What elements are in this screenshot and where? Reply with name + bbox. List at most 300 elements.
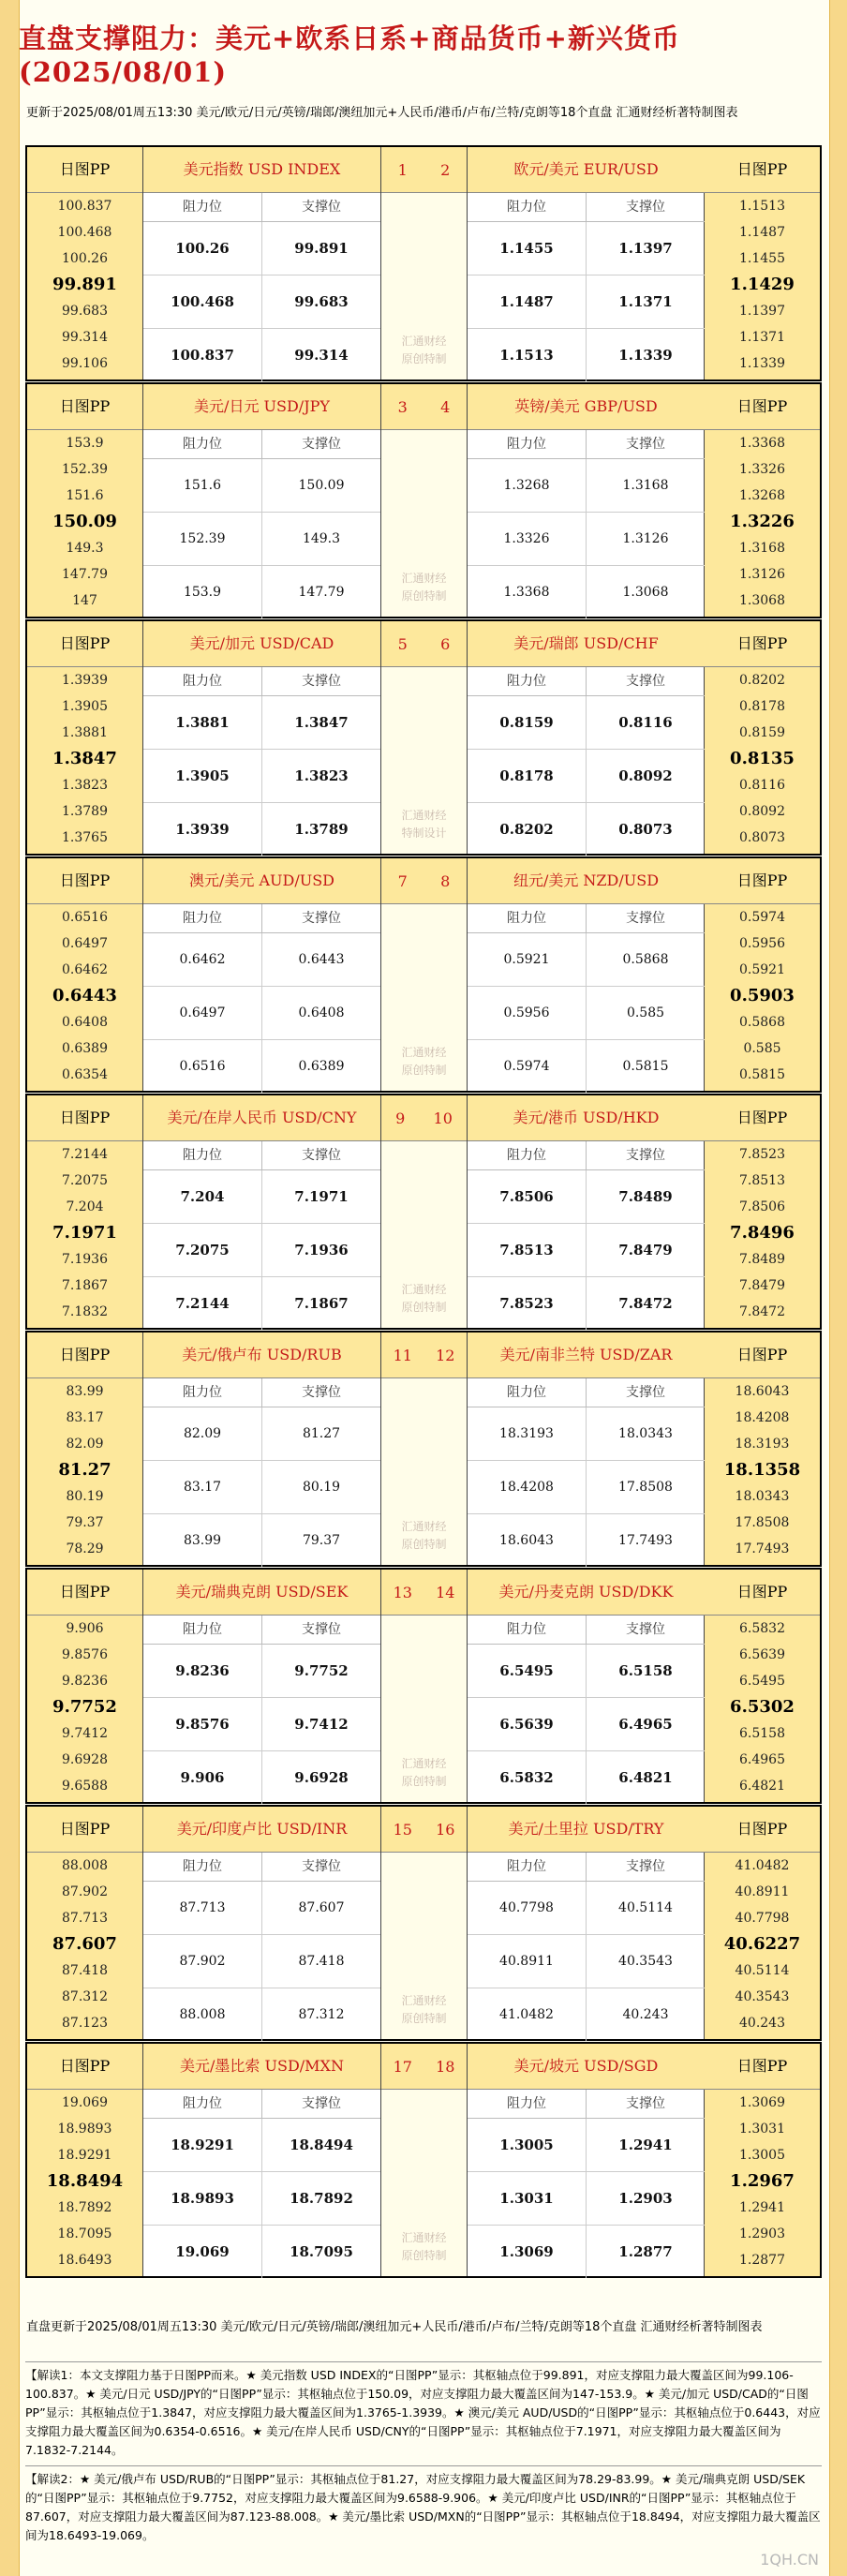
pp-value: 149.3 [66, 541, 104, 556]
support-header: 支撑位 [302, 1148, 341, 1163]
support-value: 7.8472 [618, 1295, 673, 1312]
sub-header [468, 1853, 705, 1882]
support-value: 7.1936 [294, 1242, 349, 1258]
resistance-value: 87.713 [143, 1882, 262, 1934]
support-value: 0.585 [626, 1005, 665, 1020]
pp-value: 0.5868 [739, 1015, 785, 1030]
support-value: 1.3168 [622, 478, 669, 493]
index-column [380, 1570, 468, 1802]
support-value: 7.1971 [294, 1188, 349, 1205]
level-row [143, 803, 380, 856]
pair-number: 18 [436, 2057, 455, 2076]
resistance-value: 88.008 [143, 1988, 262, 2041]
resistance-value: 153.9 [143, 566, 262, 618]
support-header: 支撑位 [302, 2096, 341, 2111]
pp-value: 7.204 [66, 1199, 104, 1214]
pair-number: 8 [440, 871, 451, 890]
pp-column-right [704, 1095, 820, 1328]
support-value: 1.1339 [618, 347, 673, 364]
pair-name: 美元/日元 USD/JPY [143, 384, 380, 430]
pair-numbers [381, 147, 467, 193]
pair-number: 14 [436, 1583, 455, 1601]
pair-table-right [468, 621, 705, 854]
pair-number: 15 [393, 1820, 412, 1839]
pp-value: 7.8513 [739, 1173, 785, 1188]
sub-header [143, 667, 380, 696]
sub-header [468, 1141, 705, 1170]
pp-header: 日图PP [27, 858, 142, 904]
pp-value: 87.312 [62, 1989, 108, 2004]
support-value: 18.7095 [290, 2243, 353, 2260]
resistance-value: 18.3193 [468, 1407, 587, 1460]
resistance-value: 83.17 [143, 1461, 262, 1513]
resistance-value: 87.902 [143, 1935, 262, 1988]
support-value: 18.8494 [290, 2137, 353, 2153]
resistance-value: 0.8178 [468, 750, 587, 802]
pivot-value: 7.1971 [52, 1223, 117, 1243]
support-value: 0.8116 [618, 714, 673, 731]
support-value: 0.5815 [622, 1059, 669, 1074]
pair-name: 纽元/美元 NZD/USD [468, 858, 705, 904]
resistance-value: 9.906 [143, 1751, 262, 1804]
pivot-value: 1.1429 [730, 275, 795, 294]
support-value: 147.79 [298, 585, 345, 600]
level-row [468, 2226, 705, 2278]
watermark-text: 汇通财经 原创特制 [401, 335, 447, 365]
support-header: 支撑位 [302, 200, 341, 215]
notes [25, 2361, 822, 2551]
pp-value: 1.3268 [739, 488, 785, 503]
level-row [468, 1277, 705, 1330]
index-column [380, 147, 468, 380]
pp-value: 100.26 [62, 251, 108, 266]
pair-name: 美元指数 USD INDEX [143, 147, 380, 193]
support-value: 6.4821 [618, 1769, 673, 1786]
index-column [380, 1807, 468, 2039]
pair-table-right [468, 147, 705, 380]
pair-table-right [468, 1333, 705, 1565]
pp-column-left [27, 1807, 143, 2039]
support-value: 1.2941 [618, 2137, 673, 2153]
resistance-value: 1.3905 [143, 750, 262, 802]
bottom-update-line: 直盘更新于2025/08/01周五13:30 美元/欧元/日元/英镑/瑞郎/澳纽加元+人民币/港币/卢布/兰特/克朗等18个直盘 汇通财经析著特制图表 [26, 2320, 763, 2334]
pair-name: 美元/俄卢布 USD/RUB [143, 1333, 380, 1378]
pivot-value: 9.7752 [52, 1697, 117, 1717]
pp-value: 0.8092 [739, 804, 785, 819]
note-2: 【解读2：★ 美元/俄卢布 USD/RUB的“日图PP”显示：其枢轴点位于81.27，对应支撑阻力最大覆盖区间为78.29-83.99。★ 美元/瑞典克朗 USD/SEK的“日图PP”显示：其枢轴点位于9.7752，对应支撑阻力最大覆盖区间为9.6588-9.906。★ 美元/印度卢比 USD/INR的“日图PP”显示：其枢轴点位于87.607，对应支撑阻力最大覆盖区间为87.123-88.008。★ 美元/墨比索 USD/MXN的“日图PP”显示：其枢轴点位于18.8494，对应支撑阻力最大覆盖区间为18.6493-19.069。 [25, 2465, 822, 2551]
pivot-value: 1.3847 [52, 749, 117, 768]
pair-numbers [381, 1807, 467, 1853]
pair-number: 1 [397, 160, 408, 179]
pp-header: 日图PP [705, 1807, 820, 1853]
pp-value: 83.17 [66, 1410, 104, 1425]
level-row [143, 275, 380, 329]
pp-value: 7.1936 [62, 1252, 108, 1267]
watermark [381, 1518, 467, 1554]
pp-header: 日图PP [27, 1095, 142, 1141]
level-row [143, 750, 380, 803]
resistance-value: 18.9291 [143, 2119, 262, 2171]
pp-column-right [704, 384, 820, 617]
page-title: 直盘支撑阻力：美元+欧系日系+商品货币+新兴货币(2025/08/01) [19, 22, 680, 88]
pair-block [25, 145, 822, 381]
pp-value: 18.4208 [735, 1410, 790, 1425]
pp-value: 6.5495 [739, 1674, 785, 1689]
support-value: 1.1371 [618, 293, 673, 310]
resistance-value: 83.99 [143, 1514, 262, 1567]
pivot-value: 99.891 [52, 275, 117, 294]
support-header: 支撑位 [626, 1622, 665, 1637]
support-value: 7.8489 [618, 1188, 673, 1205]
resistance-value: 82.09 [143, 1407, 262, 1460]
pp-header: 日图PP [705, 1570, 820, 1616]
pair-table-left [143, 858, 380, 1091]
level-row [468, 1698, 705, 1751]
pp-value: 0.6497 [62, 936, 108, 951]
level-row [468, 803, 705, 856]
support-header: 支撑位 [302, 1622, 341, 1637]
pp-value: 0.585 [743, 1041, 781, 1056]
pp-header: 日图PP [705, 1095, 820, 1141]
pp-value: 9.6588 [62, 1779, 108, 1794]
pp-column-right [704, 858, 820, 1091]
support-header: 支撑位 [302, 437, 341, 452]
pp-value: 100.837 [57, 199, 112, 214]
resistance-value: 1.3368 [468, 566, 587, 618]
pivot-value: 18.1358 [723, 1460, 801, 1480]
support-value: 81.27 [302, 1426, 341, 1441]
pp-value: 7.8489 [739, 1252, 785, 1267]
resistance-value: 9.8236 [143, 1645, 262, 1697]
pp-value: 1.1455 [739, 251, 785, 266]
pair-number: 16 [436, 1820, 455, 1839]
pp-header: 日图PP [705, 621, 820, 667]
sub-header [468, 667, 705, 696]
level-row [468, 987, 705, 1040]
pp-value: 1.3069 [739, 2095, 785, 2110]
resistance-header: 阻力位 [468, 2090, 587, 2118]
pp-value: 9.8236 [62, 1674, 108, 1689]
support-value: 17.7493 [618, 1533, 673, 1548]
pair-number: 12 [436, 1346, 455, 1364]
support-header: 支撑位 [626, 1385, 665, 1400]
support-value: 0.5868 [622, 952, 669, 967]
level-row [143, 1040, 380, 1093]
support-value: 99.314 [294, 347, 349, 364]
pp-header: 日图PP [27, 621, 142, 667]
pp-value: 7.8506 [739, 1199, 785, 1214]
pair-table-right [468, 1570, 705, 1802]
index-column [380, 621, 468, 854]
pp-value: 1.3031 [739, 2122, 785, 2137]
level-row [143, 459, 380, 513]
pair-numbers [381, 1570, 467, 1616]
pair-block [25, 1805, 822, 2041]
pp-value: 9.906 [66, 1621, 104, 1636]
level-row [468, 1170, 705, 1224]
pp-value: 1.2877 [739, 2253, 785, 2268]
resistance-header: 阻力位 [143, 1853, 262, 1881]
level-row [468, 1040, 705, 1093]
resistance-value: 40.8911 [468, 1935, 587, 1988]
sub-header [143, 1853, 380, 1882]
sub-header [143, 904, 380, 933]
support-value: 40.243 [622, 2007, 669, 2022]
level-row [143, 1407, 380, 1461]
pp-column-left [27, 1333, 143, 1565]
pp-value: 1.1371 [739, 330, 785, 345]
level-row [143, 1224, 380, 1277]
pp-value: 7.1832 [62, 1304, 108, 1319]
resistance-value: 1.1487 [468, 275, 587, 328]
support-value: 9.7752 [294, 1662, 349, 1679]
pair-block [25, 382, 822, 618]
watermark-text: 汇通财经 原创特制 [401, 2231, 447, 2262]
pair-table-left [143, 1807, 380, 2039]
resistance-value: 0.8159 [468, 696, 587, 749]
support-value: 1.2877 [618, 2243, 673, 2260]
pair-numbers [381, 621, 467, 667]
pp-value: 153.9 [66, 436, 104, 451]
resistance-value: 1.3069 [468, 2226, 587, 2278]
pair-block [25, 1094, 822, 1330]
resistance-header: 阻力位 [468, 904, 587, 932]
pp-value: 40.243 [739, 2016, 785, 2031]
pair-number: 11 [393, 1346, 412, 1364]
pp-value: 1.3368 [739, 436, 785, 451]
support-header: 支撑位 [302, 911, 341, 926]
level-row [143, 329, 380, 381]
pp-value: 1.3326 [739, 462, 785, 477]
pp-value: 18.6043 [735, 1384, 790, 1399]
resistance-value: 0.6516 [143, 1040, 262, 1093]
watermark-text: 汇通财经 原创特制 [401, 1283, 447, 1314]
resistance-header: 阻力位 [143, 193, 262, 221]
resistance-value: 100.26 [143, 222, 262, 275]
pp-value: 7.2075 [62, 1173, 108, 1188]
pp-value: 87.713 [62, 1911, 108, 1926]
pp-value: 1.3765 [62, 830, 108, 845]
pp-value: 0.5921 [739, 962, 785, 977]
pair-name: 美元/在岸人民币 USD/CNY [143, 1095, 380, 1141]
level-row [468, 275, 705, 329]
pp-value: 0.5956 [739, 936, 785, 951]
level-row [143, 1751, 380, 1804]
sub-header [143, 430, 380, 459]
resistance-header: 阻力位 [143, 1378, 262, 1407]
pp-value: 87.123 [62, 2016, 108, 2031]
pair-table-right [468, 2044, 705, 2276]
pivot-value: 87.607 [52, 1934, 117, 1954]
pp-column-right [704, 621, 820, 854]
support-value: 0.6408 [298, 1005, 345, 1020]
pair-table-right [468, 858, 705, 1091]
pair-block [25, 2042, 822, 2278]
pp-value: 100.468 [57, 225, 112, 240]
pp-column-left [27, 2044, 143, 2276]
pair-numbers [381, 1095, 467, 1141]
pivot-value: 0.5903 [730, 986, 795, 1005]
support-value: 18.0343 [618, 1426, 673, 1441]
pivot-value: 1.2967 [730, 2171, 795, 2191]
sub-header [468, 430, 705, 459]
pp-value: 99.314 [62, 330, 108, 345]
pp-value: 78.29 [66, 1541, 104, 1556]
pair-name: 美元/瑞典克朗 USD/SEK [143, 1570, 380, 1616]
watermark-text: 汇通财经 原创特制 [401, 1046, 447, 1077]
resistance-value: 7.204 [143, 1170, 262, 1223]
resistance-value: 18.9893 [143, 2172, 262, 2225]
resistance-value: 40.7798 [468, 1882, 587, 1934]
watermark [381, 1992, 467, 2028]
pivot-value: 7.8496 [730, 1223, 795, 1243]
pp-value: 1.3168 [739, 541, 785, 556]
sub-header [468, 1616, 705, 1645]
support-value: 79.37 [302, 1533, 341, 1548]
pp-value: 17.7493 [735, 1541, 790, 1556]
pp-value: 0.8073 [739, 830, 785, 845]
support-value: 149.3 [302, 531, 341, 546]
pp-column-left [27, 858, 143, 1091]
support-value: 0.6389 [298, 1059, 345, 1074]
pair-number: 9 [395, 1109, 406, 1127]
pp-value: 9.6928 [62, 1752, 108, 1767]
level-row [468, 329, 705, 381]
pp-header: 日图PP [705, 1333, 820, 1378]
level-row [468, 1645, 705, 1698]
level-row [143, 1277, 380, 1330]
support-value: 7.1867 [294, 1295, 349, 1312]
pp-value: 41.0482 [735, 1858, 790, 1873]
pivot-value: 6.5302 [730, 1697, 795, 1717]
support-value: 9.6928 [294, 1769, 349, 1786]
pp-header: 日图PP [27, 1570, 142, 1616]
pair-name: 美元/加元 USD/CAD [143, 621, 380, 667]
support-value: 0.8073 [618, 821, 673, 838]
pair-number: 5 [397, 634, 408, 653]
watermark-text: 汇通财经 原创特制 [401, 1994, 447, 2025]
pp-value: 7.8523 [739, 1147, 785, 1162]
level-row [468, 2119, 705, 2172]
resistance-value: 18.4208 [468, 1461, 587, 1513]
resistance-value: 1.3326 [468, 513, 587, 565]
level-row [143, 1988, 380, 2041]
pp-value: 1.1339 [739, 356, 785, 371]
resistance-value: 1.1513 [468, 329, 587, 381]
resistance-header: 阻力位 [143, 2090, 262, 2118]
pp-value: 1.2941 [739, 2200, 785, 2215]
level-row [143, 1935, 380, 1988]
level-row [143, 1461, 380, 1514]
pp-value: 0.6516 [62, 910, 108, 925]
level-row [468, 1407, 705, 1461]
level-row [468, 459, 705, 513]
index-column [380, 858, 468, 1091]
pair-table-left [143, 384, 380, 617]
level-row [468, 1224, 705, 1277]
pp-column-right [704, 147, 820, 380]
resistance-value: 0.5956 [468, 987, 587, 1039]
support-value: 1.3789 [294, 821, 349, 838]
pp-value: 1.3905 [62, 699, 108, 714]
support-header: 支撑位 [626, 1859, 665, 1874]
support-value: 0.6443 [298, 952, 345, 967]
pair-numbers [381, 384, 467, 430]
level-row [143, 696, 380, 750]
pair-number: 10 [433, 1109, 453, 1127]
pp-value: 1.3823 [62, 778, 108, 793]
pivot-value: 1.3226 [730, 512, 795, 531]
pp-value: 18.9893 [57, 2122, 112, 2137]
pp-value: 6.4821 [739, 1779, 785, 1794]
watermark-text: 汇通财经 原创特制 [401, 1757, 447, 1788]
pair-name: 英镑/美元 GBP/USD [468, 384, 705, 430]
resistance-value: 0.5921 [468, 933, 587, 986]
pair-table-left [143, 147, 380, 380]
resistance-value: 0.6497 [143, 987, 262, 1039]
level-row [143, 2172, 380, 2226]
note-1: 【解读1：本文支撑阻力基于日图PP而来。★ 美元指数 USD INDEX的“日图PP”显示：其枢轴点位于99.891，对应支撑阻力最大覆盖区间为99.106-100.837。★ 美元/日元 USD/JPY的“日图PP”显示：其枢轴点位于150.09，对应支撑阻力最大覆盖区间为147-153.9。★ 美元/加元 USD/CAD的“日图PP”显示：其枢轴点位于1.3847，对应支撑阻力最大覆盖区间为1.3765-1.3939。★ 澳元/美元 AUD/USD的“日图PP”显示：其枢轴点位于0.6443，对应支撑阻力最大覆盖区间为0.6354-0.6516。★ 美元/在岸人民币 USD/CNY的“日图PP”显示：其枢轴点位于7.1971，对应支撑阻力最大覆盖区间为7.1832-7.2144。 [25, 2361, 822, 2465]
pp-value: 0.8116 [739, 778, 785, 793]
pair-name: 美元/坡元 USD/SGD [468, 2044, 705, 2090]
pp-value: 1.2903 [739, 2226, 785, 2241]
pp-value: 147 [72, 593, 97, 608]
watermark [381, 570, 467, 605]
support-value: 6.4965 [618, 1716, 673, 1733]
watermark [381, 1044, 467, 1080]
level-row [143, 513, 380, 566]
pp-value: 0.6462 [62, 962, 108, 977]
pp-value: 7.8472 [739, 1304, 785, 1319]
resistance-header: 阻力位 [143, 904, 262, 932]
support-value: 0.8092 [618, 767, 673, 784]
pp-header: 日图PP [705, 384, 820, 430]
update-line: 更新于2025/08/01周五13:30 美元/欧元/日元/英镑/瑞郎/澳纽加元+人民币/港币/卢布/兰特/克朗等18个直盘 汇通财经析著特制图表 [26, 106, 738, 120]
pivot-value: 150.09 [52, 512, 117, 531]
level-row [468, 513, 705, 566]
pp-value: 9.8576 [62, 1647, 108, 1662]
support-value: 150.09 [298, 478, 345, 493]
pp-value: 1.3005 [739, 2148, 785, 2163]
pair-number: 2 [440, 160, 451, 179]
support-value: 18.7892 [290, 2190, 353, 2207]
resistance-value: 9.8576 [143, 1698, 262, 1750]
pp-header: 日图PP [705, 858, 820, 904]
level-row [143, 933, 380, 987]
level-row [143, 2119, 380, 2172]
pp-value: 80.19 [66, 1489, 104, 1504]
pp-column-left [27, 1570, 143, 1802]
pivot-value: 40.6227 [723, 1934, 801, 1954]
resistance-header: 阻力位 [143, 667, 262, 695]
pp-value: 0.6354 [62, 1067, 108, 1082]
pair-name: 美元/南非兰特 USD/ZAR [468, 1333, 705, 1378]
level-row [143, 2226, 380, 2278]
watermark [381, 1281, 467, 1317]
level-row [143, 566, 380, 618]
support-header: 支撑位 [626, 911, 665, 926]
resistance-value: 7.2075 [143, 1224, 262, 1276]
pp-value: 18.6493 [57, 2253, 112, 2268]
resistance-value: 1.3939 [143, 803, 262, 856]
pp-value: 152.39 [62, 462, 108, 477]
support-value: 80.19 [302, 1480, 341, 1495]
pp-value: 40.3543 [735, 1989, 790, 2004]
pair-number: 4 [440, 397, 451, 416]
sub-header [468, 904, 705, 933]
pp-value: 9.7412 [62, 1726, 108, 1741]
level-row [468, 1514, 705, 1567]
